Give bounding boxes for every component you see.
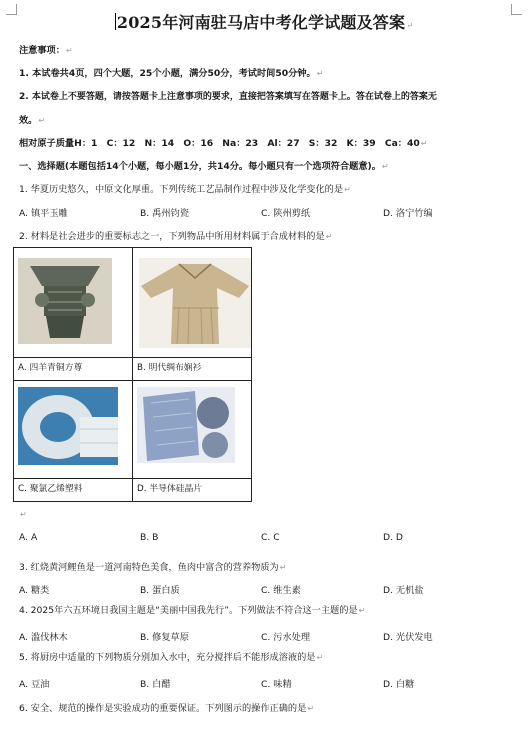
paragraph-mark-icon: ↵ xyxy=(279,563,287,572)
option-a: A. A xyxy=(19,532,38,543)
option-b: B. 禹州钧瓷 xyxy=(140,208,189,219)
notice-heading: 注意事项：↵ xyxy=(19,45,73,56)
table-cell-caption-d: D. 半导体硅晶片 xyxy=(133,479,252,502)
option-b: B. 白醋 xyxy=(140,679,171,690)
option-d: D. 白糖 xyxy=(383,679,415,690)
option-d: D. 光伏发电 xyxy=(383,632,433,643)
table-cell-image-b xyxy=(133,248,252,358)
image-table xyxy=(13,247,252,502)
option-c: C. 陕州剪纸 xyxy=(261,208,311,219)
paragraph-mark-icon: ↵ xyxy=(316,653,324,662)
table-cell-image-a xyxy=(14,248,133,358)
table-cell-caption-b: B. 明代绸布娴衫 xyxy=(133,358,252,381)
table-cell-caption-a: A. 四羊青铜方尊 xyxy=(14,358,133,381)
question-5-stem: 5. 将厨房中适量的下列物质分别加入水中，充分搅拌后不能形成溶液的是↵ xyxy=(19,652,324,663)
option-a: A. 滥伐林木 xyxy=(19,632,68,643)
silk-robe-icon xyxy=(139,258,251,348)
option-a: A. 镇平玉雕 xyxy=(19,208,68,219)
notice-item-2: 2. 本试卷上不要答题，请按答题卡上注意事项的要求，直接把答案填写在答题卡上。答在试卷上的答案无 xyxy=(19,92,437,102)
paragraph-mark-icon: ↵ xyxy=(316,69,324,78)
question-6-stem: 6. 安全、规范的操作是实验成功的重要保证。下列图示的操作正确的是↵ xyxy=(19,703,315,714)
option-b: B. 蛋白质 xyxy=(140,585,180,596)
paragraph-mark-icon: ↵ xyxy=(406,21,414,30)
notice-item-2-cont: 效。↵ xyxy=(19,115,46,126)
paragraph-mark-icon: ↵ xyxy=(38,116,46,125)
table-cell-image-c xyxy=(14,381,133,479)
paragraph-mark-icon: ↵ xyxy=(420,139,428,148)
atomic-masses: 相对原子质量H：1 C：12 N：14 O：16 Na：23 Al：27 S：32 K：39 Ca：40↵ xyxy=(19,138,428,149)
question-1-stem: 1. 华夏历史悠久，中原文化厚重。下列传统工艺品制作过程中涉及化学变化的是↵ xyxy=(19,184,351,195)
option-d: D. 洛宁竹编 xyxy=(383,208,433,219)
notice-item-1: 1. 本试卷共4页，四个大题，25个小题，满分50分，考试时间50分钟。↵ xyxy=(19,68,324,79)
option-c: C. C xyxy=(261,532,280,543)
paragraph-mark-icon: ↵ xyxy=(307,704,315,713)
paragraph-mark-icon: ↵ xyxy=(381,162,389,171)
option-c: C. 味精 xyxy=(261,679,292,690)
option-c: C. 维生素 xyxy=(261,585,301,596)
option-a: A. 糖类 xyxy=(19,585,50,596)
option-a: A. 豆油 xyxy=(19,679,50,690)
paragraph-mark-icon: ↵ xyxy=(344,185,351,194)
question-2-stem: 2. 材料是社会进步的重要标志之一，下列物品中所用材料属于合成材料的是↵ xyxy=(19,231,333,242)
pvc-plastic-icon xyxy=(18,387,118,465)
question-3-stem: 3. 红烧黄河鲤鱼是一道河南特色美食，鱼肉中富含的营养物质为↵ xyxy=(19,562,287,573)
option-d: D. 无机盐 xyxy=(383,585,424,596)
paragraph-mark-icon: ↵ xyxy=(65,46,73,55)
option-b: B. 修复草原 xyxy=(140,632,189,643)
option-b: B. B xyxy=(140,532,159,543)
silicon-wafer-icon xyxy=(137,387,235,463)
blank-line xyxy=(19,508,27,521)
bronze-vessel-icon xyxy=(18,258,112,344)
table-cell-caption-c: C. 聚氯乙烯塑料 xyxy=(14,479,133,502)
paragraph-mark-icon: ↵ xyxy=(20,510,27,519)
option-c: C. 污水处理 xyxy=(261,632,311,643)
table-cell-image-d xyxy=(133,381,252,479)
option-d: D. D xyxy=(383,532,403,543)
text-cursor xyxy=(115,13,116,30)
question-4-stem: 4. 2025年六五环境日我国主题是“美丽中国我先行”。下列做法不符合这一主题的是↵ xyxy=(19,605,366,616)
page-title[interactable]: 2025年河南驻马店中考化学试题及答案↵ xyxy=(116,13,414,32)
section-heading: 一、选择题(本题包括14个小题，每小题1分，共14分。每小题只有一个选项符合题意)。↵ xyxy=(19,161,389,172)
paragraph-mark-icon: ↵ xyxy=(325,232,333,241)
paragraph-mark-icon: ↵ xyxy=(358,606,366,615)
